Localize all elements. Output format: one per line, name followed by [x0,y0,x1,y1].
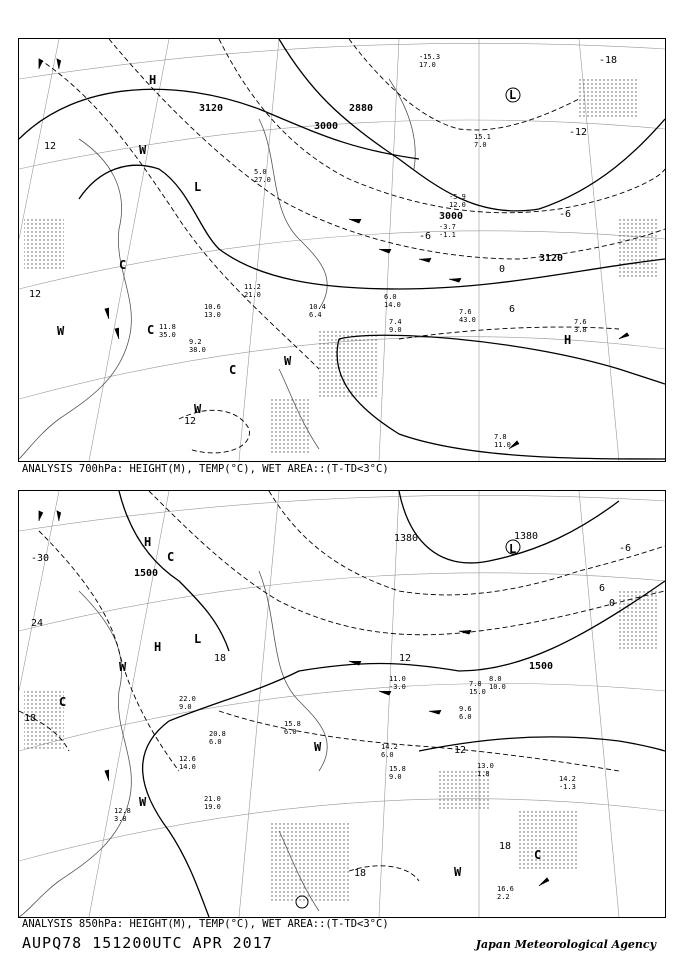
map-700hpa-svg [19,39,665,461]
temp-label: 6 [599,583,606,594]
height-label: 2880 [349,103,374,114]
station-temp: 8.0 [489,675,502,683]
station-temp: 10.4 [309,303,326,311]
map-panel-850hpa [18,490,666,918]
station-depression: 6.0 [209,738,222,746]
station-temp: 21.0 [204,795,221,803]
wet-area-stipple [24,591,659,901]
warm-center: W [284,354,292,368]
station-temp: 10.6 [204,303,221,311]
station-temp: 14.2 [559,775,576,783]
station-temp: 7.4 [389,318,402,326]
chart-code: AUPQ78 151200UTC APR 2017 [22,934,273,952]
height-label: 1500 [529,661,554,672]
station-temp: 6.0 [384,293,397,301]
high-center: H [564,333,572,347]
temp-label: 0 [499,264,506,275]
temp-label: 12 [184,416,197,427]
station-depression: 27.0 [254,176,271,184]
station-temp: 15.1 [474,133,491,141]
low-center: L [509,542,517,556]
map-panel-700hpa [18,38,666,462]
station-depression: 14.0 [384,301,401,309]
station-depression: 9.0 [389,326,402,334]
high-center: H [144,535,152,549]
station-depression: 1.8 [477,770,490,778]
cold-center: C [59,695,67,709]
station-depression: 35.0 [159,331,176,339]
map-850hpa-svg [19,491,665,917]
station-depression: 6.0 [459,713,472,721]
agency-name: Japan Meteorological Agency [475,938,656,951]
height-label: 3120 [539,253,564,264]
height-label: 1380 [514,531,539,542]
station-temp: 7.6 [574,318,587,326]
temp-label: 12 [454,745,467,756]
temp-label: 12 [399,653,412,664]
temp-label: -12 [569,127,588,138]
station-depression: 19.0 [204,803,221,811]
temp-label: -6 [419,231,432,242]
station-temp: 12.8 [114,807,131,815]
height-label: 3000 [314,121,339,132]
station-temp: -3.7 [439,223,456,231]
height-label: 3120 [199,103,224,114]
temp-label: 18 [354,868,367,879]
temp-label: 18 [499,841,512,852]
temp-label: 12 [29,289,42,300]
station-depression: 9.0 [389,773,402,781]
temp-label: -6 [619,543,632,554]
height-label: 1500 [134,568,159,579]
station-depression: 12.0 [449,201,466,209]
cold-center: C [167,550,175,564]
caption-850hpa: ANALYSIS 850hPa: HEIGHT(M), TEMP(°C), WET AREA::(T-TD<3°C) [22,918,389,930]
station-temp: 20.8 [209,730,226,738]
station-temp: 11.8 [159,323,176,331]
cold-center: C [147,323,155,337]
temp-label: -6 [559,209,572,220]
warm-center: W [454,865,462,879]
station-depression: 6.0 [284,728,297,736]
station-depression: 17.0 [419,61,436,69]
high-center: H [149,73,157,87]
station-depression: -1.1 [439,231,456,239]
temp-label: 6 [509,304,516,315]
coastlines [19,79,415,459]
warm-center: W [314,740,322,754]
station-temp: 7.8 [469,680,482,688]
station-depression: 38.0 [189,346,206,354]
station-depression: -1.3 [559,783,576,791]
station-depression: 9.0 [179,703,192,711]
temp-label: 0 [609,598,616,609]
station-depression: 2.2 [497,893,510,901]
station-temp: 5.0 [254,168,267,176]
station-temp: -15.3 [419,53,441,61]
station-temp: 11.2 [244,283,261,291]
station-temp: 7.6 [459,308,472,316]
station-depression: 10.0 [489,683,506,691]
station-temp: 11.0 [389,675,406,683]
temp-label: 12 [44,141,57,152]
low-center: L [509,88,517,102]
warm-center: W [119,660,127,674]
height-label: 3000 [439,211,464,222]
warm-center: W [139,143,147,157]
station-depression: 6.4 [309,311,322,319]
temp-label: 18 [214,653,227,664]
station-depression: -3.0 [389,683,406,691]
station-depression: 21.0 [244,291,261,299]
cold-center: C [119,258,127,272]
station-temp: 15.8 [389,765,406,773]
high-center: H [154,640,162,654]
warm-center: W [57,324,65,338]
station-temp: 16.6 [497,885,514,893]
height-label: 1380 [394,533,419,544]
station-depression: 3.8 [114,815,127,823]
height-contours [119,491,665,917]
temp-label: 18 [24,713,37,724]
station-depression: 13.0 [204,311,221,319]
warm-center: W [194,402,202,416]
station-depression: 43.0 [459,316,476,324]
station-temp: 15.8 [284,720,301,728]
station-temp: 14.2 [381,743,398,751]
station-depression: 15.0 [469,688,486,696]
low-center: L [194,632,202,646]
station-depression: 11.0 [494,441,511,449]
temp-label: 24 [31,618,44,629]
station-depression: 3.8 [574,326,587,334]
station-temp: 7.8 [494,433,507,441]
station-depression: 7.0 [474,141,487,149]
cold-center: C [534,848,542,862]
station-depression: 14.0 [179,763,196,771]
station-temp: 9.6 [459,705,472,713]
station-temp: 12.6 [179,755,196,763]
warm-center: W [139,795,147,809]
temp-label: -30 [31,553,50,564]
low-center: L [194,180,202,194]
caption-700hpa: ANALYSIS 700hPa: HEIGHT(M), TEMP(°C), WET AREA::(T-TD<3°C) [22,463,389,475]
temp-label: -18 [599,55,618,66]
cold-center: C [229,363,237,377]
station-temp: 22.0 [179,695,196,703]
station-depression: 6.0 [381,751,394,759]
station-temp: -5.9 [449,193,466,201]
station-temp: 13.0 [477,762,494,770]
station-temp: 9.2 [189,338,202,346]
